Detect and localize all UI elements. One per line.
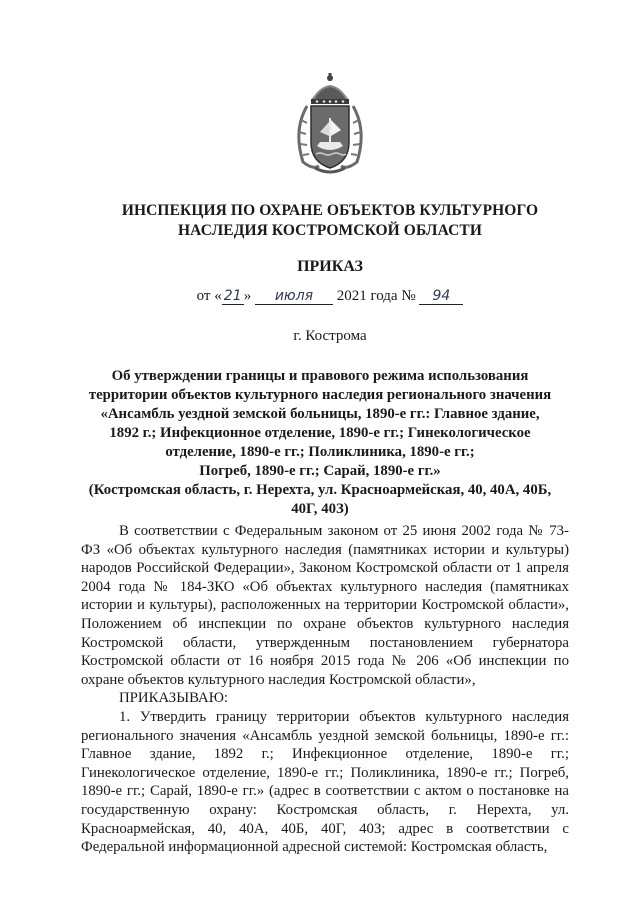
order-subject xyxy=(72,367,568,519)
organization-line-2: НАСЛЕДИЯ КОСТРОМСКОЙ ОБЛАСТИ xyxy=(178,222,482,239)
date-prefix: от « xyxy=(196,288,222,304)
order-word: ПРИКАЗЫВАЮ: xyxy=(119,690,229,707)
preamble-paragraph: В соответствии с Федеральным законом от 25 июня 2002 года № 73-ФЗ «Об объектах культурного наследия (памятниках истории и культуры) народов Российской Федерации», Законом Костромской области от 1 апреля 2004 года № 184-ЗКО «Об объектах культурного наследия (памятниках истории и культуры), расположенных на территории Костромской области», Положением об инспекции по охране объектов культурного наследия Костромской области, утвержденным постановлением губернатора Костромской области от 16 ноября 2015 года № 206 «Об инспекции по охране объектов культурного наследия Костромской области», xyxy=(81,523,569,688)
organization-line-1: ИНСПЕКЦИЯ ПО ОХРАНЕ ОБЪЕКТОВ КУЛЬТУРНОГО xyxy=(121,202,539,219)
subject-line: «Ансамбль уездной земской больницы, 1890-е гг.: Главное здание, xyxy=(100,406,540,422)
date-number-line xyxy=(60,288,600,305)
order-body xyxy=(81,522,569,857)
date-year-text: 2021 года № xyxy=(336,288,416,304)
document-type: ПРИКАЗ xyxy=(297,258,363,275)
subject-line: Погреб, 1890-е гг.; Сарай, 1890-е гг.» xyxy=(199,463,441,479)
subject-line: (Костромская область, г. Нерехта, ул. Красноармейская, 40, 40А, 40Б, xyxy=(88,482,552,498)
subject-line: территории объектов культурного наследия регионального значения xyxy=(88,387,552,403)
subject-line: 1892 г.; Инфекционное отделение, 1890-е гг.; Гинекологическое xyxy=(109,425,531,441)
subject-line: Об утверждении границы и правового режима использования xyxy=(111,368,529,384)
date-day: 21 xyxy=(222,289,244,305)
city: г. Кострома xyxy=(293,328,367,344)
subject-line: 40Г, 40З) xyxy=(291,501,349,517)
order-number: 94 xyxy=(419,289,463,305)
date-quote-close: » xyxy=(243,288,252,304)
organization-title xyxy=(60,201,600,241)
date-month: июля xyxy=(255,289,333,305)
coat-of-arms-icon xyxy=(289,70,371,178)
item-1-paragraph: 1. Утвердить границу территории объектов культурного наследия регионального значения «Ансамбль уездной земской больницы, 1890-е гг.: Главное здание, 1892 г.; Инфекционное отделение, 1890-е гг.; Гинекологическое отделение, 1890-е гг.; Поликлиника, 1890-е гг.; Погреб, 1890-е гг.; Сарай, 1890-е гг.» (адрес в соответствии с актом о постановке на государственную охрану: Костромская область, г. Нерехта, ул. Красноармейская, 40, 40А, 40Б, 40Г, 40З; адрес в соответствии с Федеральной информационной адресной системой: Костромская область, xyxy=(81,708,569,856)
subject-line: отделение, 1890-е гг.; Поликлиника, 1890-е гг.; xyxy=(165,444,475,460)
